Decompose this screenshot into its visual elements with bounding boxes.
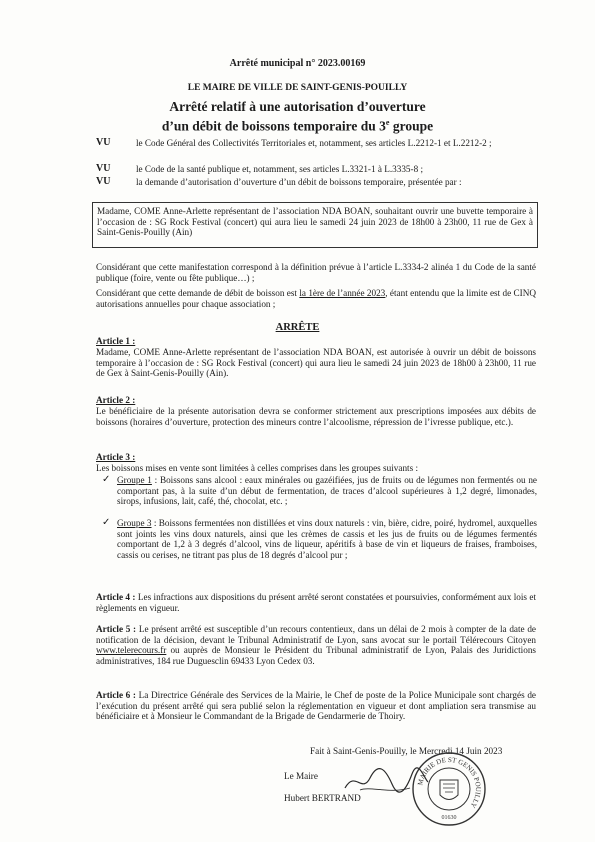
- article-1-heading: Article 1 :: [96, 336, 136, 346]
- signature-place-date: Fait à Saint-Genis-Pouilly, le Mercredi 14 Juin 2023: [310, 746, 503, 756]
- arrete-number: Arrêté municipal n° 2023.00169: [229, 58, 366, 69]
- vu-text: le Code Général des Collectivités Territoriales et, notamment, ses articles L.2212-1 et L.2212-2 ;: [136, 138, 492, 148]
- groupe-1-description: : Boissons sans alcool : eaux minérales ou gazéifiées, jus de fruits ou de légumes non fermentés ou ne comportant pas, à la suite d’un début de fermentation, de traces d’alcool supérieures à 1,2 degré, limonades, sirops, infusions, lait, café, thé, chocolat, etc. ;: [117, 475, 538, 507]
- title-line-2-end: groupe: [389, 118, 434, 134]
- article-3-heading: Article 3 :: [96, 452, 136, 462]
- vu-key: VU: [96, 163, 111, 174]
- seal-lettering: MAIRIE DE ST GENIS POUILLY: [416, 755, 483, 810]
- article-4: [96, 592, 536, 613]
- considerant-2: [96, 288, 536, 309]
- groupe-3-description: : Boissons fermentées non distillées et vins doux naturels : vin, bière, cidre, poiré, hydromel, auxquelles sont joints les vins doux naturels, ainsi que les crèmes de cassis et les jus de fruits ou de légumes fermentés comportant de 1,2 à 3 degrés d’alcool, vins de liqueur, apéritifs à base de vin et liqueurs de fraises, framboises, cassis ou cerises, ne titrant pas plus de 18 degrés d’alcool pur ;: [117, 518, 537, 560]
- groupe-1-label: Groupe 1: [117, 475, 152, 485]
- checkmark-icon: ✓: [102, 517, 111, 528]
- vu-key: VU: [96, 176, 111, 187]
- article-6: [96, 690, 536, 722]
- vu-key: VU: [96, 137, 111, 148]
- article-4-text: Les infractions aux dispositions du présent arrêté seront constatées et poursuivies, conformément aux lois et règlements en vigueur.: [96, 592, 536, 613]
- arrete-heading: ARRÊTE: [275, 322, 320, 333]
- groupe-3-text: [117, 518, 537, 560]
- page-title: [0, 99, 595, 135]
- article-5-heading: Article 5 :: [96, 624, 139, 634]
- vu-text: le Code de la santé publique et, notamment, ses articles L.3321-1 à L.3335-8 ;: [136, 164, 424, 174]
- svg-text:MAIRIE DE ST GENIS POUILLY: [416, 756, 482, 809]
- telerecours-link[interactable]: www.telerecours.fr: [96, 645, 167, 656]
- considerant-2-start: Considérant que cette demande de débit de boisson est: [96, 288, 300, 298]
- title-line-1: Arrêté relatif à une autorisation d’ouverture: [169, 99, 426, 114]
- considerant-2-end: , étant entendu que la limite est de CINQ autorisations annuelles pour chaque association ;: [96, 288, 536, 309]
- article-6-heading: Article 6 :: [96, 690, 139, 700]
- article-2-heading: Article 2 :: [96, 395, 136, 405]
- article-5-text-b: ou auprès de Monsieur le Président du Tribunal administratif de Lyon, Palais des Juridictions administratives, 184 rue Duguesclin 69433 Lyon Cedex 03.: [96, 645, 536, 666]
- article-5-text-a: Le présent arrêté est susceptible d’un recours contentieux, dans un délai de 2 mois à compter de la date de notification de la décision, devant le Tribunal Administratif de Lyon, sans avocat sur le portail Télérecours Citoyen: [96, 624, 536, 645]
- groupe-3-label: Groupe 3: [117, 518, 152, 528]
- groupe-1-text: [117, 475, 537, 507]
- title-line-2-text: d’un débit de boissons temporaire du 3: [161, 118, 386, 134]
- considerant-1: Considérant que cette manifestation correspond à la définition prévue à l’article L.3334-2 alinéa 1 du Code de la santé publique (foire, vente ou fête publique…) ;: [96, 262, 536, 283]
- issuing-authority: LE MAIRE DE VILLE DE SAINT-GENIS-POUILLY: [187, 83, 408, 93]
- title-line-2: [0, 115, 595, 135]
- article-3-intro: Les boissons mises en vente sont limitées à celles comprises dans les groupes suivants :: [96, 463, 419, 473]
- article-5: [96, 624, 536, 666]
- article-4-heading: Article 4 :: [96, 592, 138, 602]
- article-6-text: La Directrice Générale des Services de la Mairie, le Chef de poste de la Police Municipale sont chargés de l’exécution du présent arrêté qui sera publié selon la réglementation en vigueur et dont ampliation sera transmise au bénéficiaire et à Monsieur le Commandant de la Brigade de Gendarmerie de Thoiry.: [96, 690, 536, 722]
- title-superscript: e: [385, 118, 390, 127]
- article-2-text: Le bénéficiaire de la présente autorisation devra se conformer strictement aux prescriptions imposées aux débits de boissons (horaires d’ouverture, protection des mineurs contre l’alcoolisme, répression de l’ivresse publique, etc.).: [96, 406, 536, 427]
- vu-text: la demande d’autorisation d’ouverture d’un débit de boissons temporaire, présentée par :: [136, 177, 462, 187]
- seal-code: 01630: [441, 815, 457, 821]
- signatory-title: Le Maire: [284, 771, 318, 781]
- article-1-text: Madame, COME Anne-Arlette représentant de l’association NDA BOAN, est autorisée à ouvrir un débit de boissons temporaire à l’occasion de : SG Rock Festival (concert) qui aura lieu le samedi 24 juin 2023 de 18h00 à 23h00, 11 rue de Gex à Saint-Genis-Pouilly (Ain).: [96, 347, 536, 379]
- checkmark-icon: ✓: [102, 474, 111, 485]
- signatory-name: Hubert BERTRAND: [284, 793, 361, 803]
- considerant-2-underlined: la 1ère de l’année 2023: [299, 288, 386, 298]
- mairie-seal-stamp: [410, 750, 488, 828]
- applicant-box: Madame, COME Anne-Arlette représentant de l’association NDA BOAN, souhaitant ouvrir une buvette temporaire à l’occasion de : SG Rock Festival (concert) qui aura lieu le samedi 24 juin 2023 de 18h00 à 23h00, 11 rue de Gex à Saint-Genis-Pouilly (Ain): [92, 202, 538, 248]
